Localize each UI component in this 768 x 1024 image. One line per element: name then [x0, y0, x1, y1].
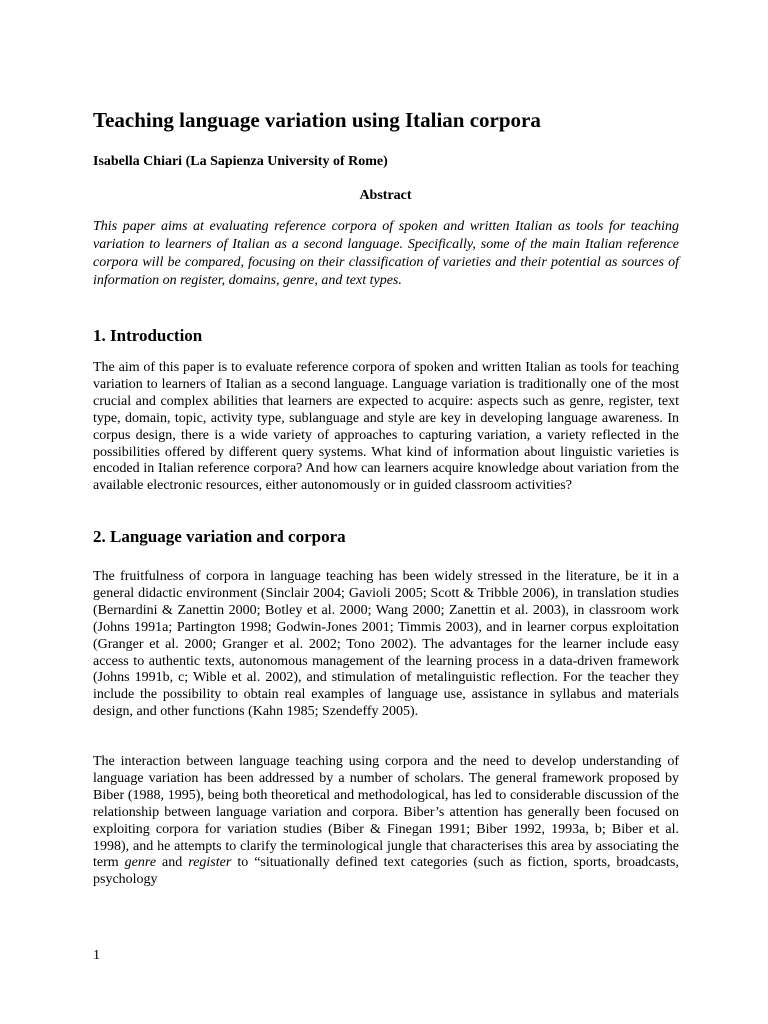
author-line: Isabella Chiari (La Sapienza University of Rome): [93, 154, 388, 169]
term-genre: genre: [124, 855, 157, 871]
paragraph-text: to “situationally defined text categories (such as fiction, sports, broadcasts, psychology: [93, 855, 680, 888]
section-heading-introduction: 1. Introduction: [93, 326, 203, 345]
introduction-paragraph: The aim of this paper is to evaluate reference corpora of spoken and written Italian as tools for teaching variation to learners of Italian as a second language. Language variation is traditionally one of the most crucial and complex abilities that learners are expected to acquire: aspects such as genre, register, text type, domain, topic, activity type, sublanguage and style are key in developing language awareness. In corpus design, there is a wide variety of approaches to capturing variation, a variety reflected in the possibilities offered by different query systems. What kind of information about linguistic varieties is encoded in Italian reference corpora? And how can learners acquire knowledge about variation from the available electronic resources, either autonomously or in guided classroom activities?: [93, 360, 679, 494]
paper-title: Teaching language variation using Italian corpora: [93, 108, 541, 132]
paragraph-text: and: [156, 855, 189, 871]
page-number: 1: [93, 948, 100, 963]
term-register: register: [188, 855, 232, 871]
abstract-heading: Abstract: [359, 188, 412, 203]
section-heading-language-variation: 2. Language variation and corpora: [93, 527, 346, 546]
paragraph-text: The interaction between language teaching using corpora and the need to develop understanding of language variation has been addressed by a number of scholars. The general framework proposed by Biber (1988, 1995), being both theoretical and methodological, has led to considerable discussion of the relationship between language variation and corpora. Biber’s attention has generally been focused on exploiting corpora for variation studies (Biber & Finegan 1991; Biber 1992, 1993a, b; Biber et al. 1998), and he attempts to clarify the terminological jungle that characterises this area by associating the term: [93, 754, 679, 871]
body-paragraph: [93, 754, 679, 889]
body-paragraph: The fruitfulness of corpora in language teaching has been widely stressed in the literature, be it in a general didactic environment (Sinclair 2004; Gavioli 2005; Scott & Tribble 2006), in translation studies (Bernardini & Zanettin 2000; Botley et al. 2000; Wang 2000; Zanettin et al. 2003), in classroom work (Johns 1991a; Partington 1998; Godwin-Jones 2001; Timmis 2003), and in learner corpus exploitation (Granger et al. 2000; Granger et al. 2002; Tono 2002). The advantages for the learner include easy access to authentic texts, autonomous management of the learning process in a data-driven framework (Johns 1991b, c; Wible et al. 2002), and stimulation of metalinguistic reflection. For the teacher they include the possibility to obtain real examples of language use, assistance in syllabus and materials design, and other functions (Kahn 1985; Szendeffy 2005).: [93, 569, 679, 720]
abstract-text: This paper aims at evaluating reference corpora of spoken and written Italian as tools for teaching variation to learners of Italian as a second language. Specifically, some of the main Italian reference corpora will be compared, focusing on their classification of varieties and their potential as sources of information on register, domains, genre, and text types.: [93, 219, 679, 288]
